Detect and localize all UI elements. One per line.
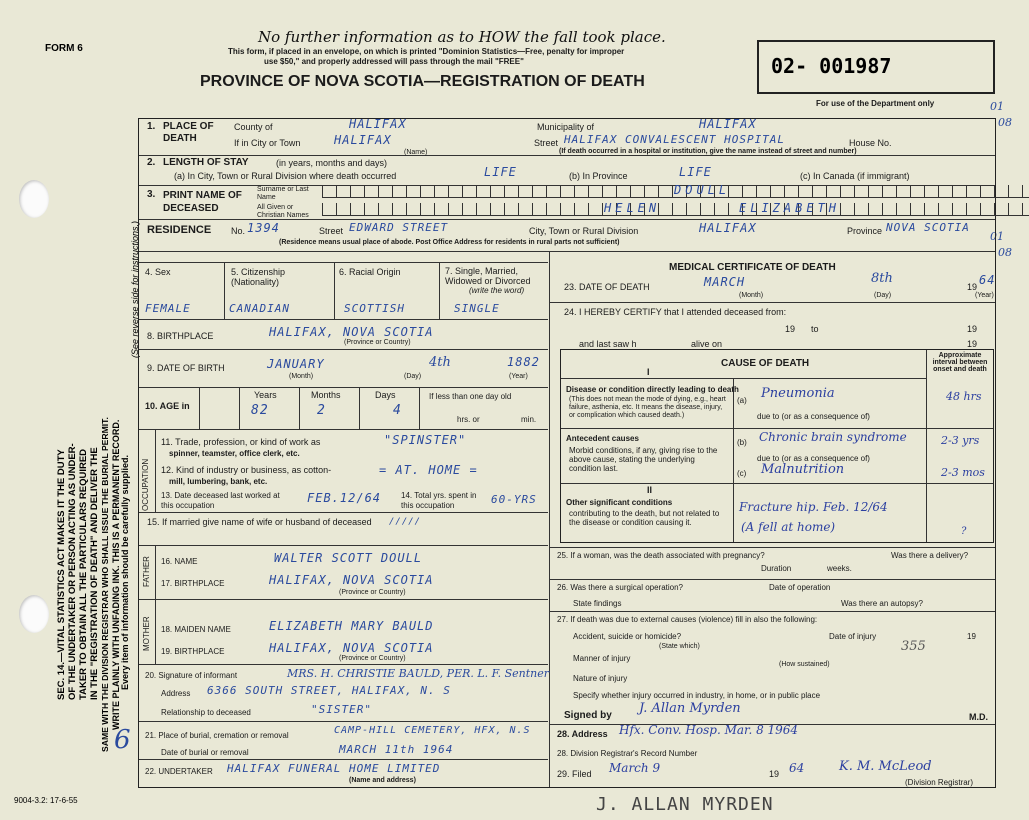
residence-province[interactable]: NOVA SCOTIA [886,221,970,234]
cause-b-label: (b) [737,438,747,447]
age-label: 10. AGE in [145,401,190,411]
duration-label: Duration [761,564,792,573]
sex-label: 4. Sex [145,267,171,277]
residence-no-label: No. [231,226,246,236]
informant-sig-label: 20. Signature of informant [145,671,238,680]
death-day-caption: (Day) [874,292,892,299]
burial-date-label: Date of burial or removal [161,748,249,757]
form-number: FORM 6 [45,43,83,54]
mother-name-value[interactable]: ELIZABETH MARY BAULD [269,619,434,633]
mail-note-1: This form, if placed in an envelope, on which is printed "Dominion Statistics—Free, penalty for improper [228,47,625,56]
residence-no[interactable]: 1394 [247,221,280,235]
last-saw-19: 19 [967,339,978,349]
form-title: PROVINCE OF NOVA SCOTIA—REGISTRATION OF DEATH [200,73,645,90]
other-label: Other significant conditions [566,498,673,507]
father-bp-value[interactable]: HALIFAX, NOVA SCOTIA [269,573,434,587]
mother-bp-value[interactable]: HALIFAX, NOVA SCOTIA [269,641,434,655]
street-label: Street [534,138,559,148]
certify-19b: 19 [967,324,978,334]
place-label: PLACE OF DEATH [163,121,214,144]
spouse-value[interactable]: ///// [389,517,422,527]
stay-b-value[interactable]: LIFE [679,165,712,179]
birthplace-caption: (Province or Country) [344,339,411,346]
given-cells [322,203,1029,216]
residence-province-label: Province [847,226,883,236]
occupation-side-label: OCCUPATION [141,458,150,511]
death-date-month[interactable]: MARCH [704,275,746,289]
dob-day[interactable]: 4th [429,355,451,370]
father-side-label: FATHER [142,556,151,587]
other-condition-1: Fracture hip. Feb. 12/64 [739,500,888,514]
burial-place-label: 21. Place of burial, cremation or removal [145,731,289,740]
hrs-label: hrs. or [457,415,480,424]
trade-label: 11. Trade, profession, or kind of work as [161,437,321,447]
how-sustained-caption: (How sustained) [779,661,830,668]
other-condition-2: (A fell at home) [741,520,836,534]
total-years-label: 14. Total yrs. spent in this occupation [401,491,477,510]
direct-label: Disease or condition directly leading to death [566,385,739,394]
medical-title: MEDICAL CERTIFICATE OF DEATH [669,262,836,273]
marital-sub: (write the word) [469,286,525,295]
stay-b-label: (b) In Province [569,171,628,181]
mother-side-label: MOTHER [142,616,151,651]
house-label: House No. [849,138,892,148]
physician-name-stamp: J. ALLAN MYRDEN [596,794,774,815]
stay-num: 2. [147,157,156,168]
stay-c-label: (c) In Canada (if immigrant) [800,171,910,181]
side-code-1: 01 [990,100,1004,113]
total-years-value[interactable]: 60-YRS [491,493,537,506]
street-caption: (If death occurred in a hospital or institution, give the name instead of street and number) [559,148,857,155]
industry-value[interactable]: = AT. HOME = [379,463,478,477]
certify-19a: 19 [785,324,796,334]
woman-label: 25. If a woman, was the death associated with pregnancy? [557,551,765,560]
cause-b-interval: 2-3 yrs [941,434,980,447]
injury-date-label: Date of injury [829,632,877,641]
section-i-label: I [647,367,650,377]
death-year-caption: (Year) [975,292,994,299]
manner-number: 355 [901,639,926,654]
side-code-4: 08 [998,246,1012,259]
death-date-19: 19 [967,282,978,292]
weeks-label: weeks. [827,564,852,573]
informant-address-label: Address [161,689,191,698]
birthplace-value[interactable]: HALIFAX, NOVA SCOTIA [269,325,434,339]
interval-label: Approximate interval between onset and death [932,352,988,373]
other-note: contributing to the death, but not related to the disease or condition causing it. [569,509,720,527]
age-months[interactable]: 2 [317,403,326,418]
autopsy-label: Was there an autopsy? [841,599,923,608]
cause-a-label: (a) [737,396,747,405]
last-worked-label: 13. Date deceased last worked at this occupation [161,491,280,510]
county-label: County of [234,122,273,132]
registrar-caption: (Division Registrar) [905,778,974,787]
physician-address: Hfx. Conv. Hosp. Mar. 8 1964 [619,723,799,737]
death-date-label: 23. DATE OF DEATH [564,282,650,292]
sidebar-line-8: (See reverse side for instructions.) [130,220,140,358]
filed-date: March 9 [609,761,661,775]
residence-caption: (Residence means usual place of abode. Post Office Address for residents in rural parts not sufficient) [279,239,620,246]
years-label: Years [254,390,277,400]
accident-label: Accident, suicide or homicide? [573,632,682,641]
due-to-a: due to (or as a consequence of) [757,412,870,421]
municipality-label: Municipality of [537,122,595,132]
given-value-2[interactable]: ELIZABETH [739,201,841,215]
sex-value[interactable]: FEMALE [145,302,191,315]
burial-place-value[interactable]: CAMP-HILL CEMETERY, HFX, N.S [334,725,531,736]
municipality-value[interactable]: HALIFAX [699,117,757,131]
due-to-b: due to (or as a consequence of) [757,454,870,463]
registration-number-box [757,40,995,94]
informant-address-value[interactable]: 6366 SOUTH STREET, HALIFAX, N. S [207,684,451,697]
burial-date-value[interactable]: MARCH 11th 1964 [339,743,454,756]
citizenship-value[interactable]: CANADIAN [229,302,290,315]
marital-label: 7. Single, Married, Widowed or Divorced [445,266,531,286]
city-caption: (Name) [404,149,428,156]
reg-no-label: 28. Division Registrar's Record Number [557,749,698,758]
relation-label: Relationship to deceased [161,708,251,717]
sidebar-line-4: IN THE "REGISTRATION OF DEATH" AND DELIVER THE [89,447,100,700]
trade-sub: spinner, teamster, office clerk, etc. [169,449,300,458]
age-years[interactable]: 82 [251,403,269,418]
father-name-value[interactable]: WALTER SCOTT DOULL [274,551,423,565]
city-label: If in City or Town [234,138,301,148]
mother-bp-label: 19. BIRTHPLACE [161,647,225,656]
relation-value[interactable]: "SISTER" [311,703,372,716]
cause-a-interval: 48 hrs [946,390,982,403]
manner-label: Manner of injury [573,654,631,663]
cause-b-value: Chronic brain syndrome [759,430,907,444]
street-value[interactable]: HALIFAX CONVALESCENT HOSPITAL [564,133,786,146]
physician-address-label: 28. Address [557,729,608,739]
certify-label: 24. I HEREBY CERTIFY that I attended deceased from: [564,307,787,317]
stay-label: LENGTH OF STAY [163,157,249,168]
sidebar-line-1: SEC. 14.—VITAL STATISTICS ACT MAKES IT THE DUTY [56,449,67,700]
marital-value[interactable]: SINGLE [454,302,500,315]
registration-number: 02- 001987 [771,54,892,78]
cause-c-interval: 2-3 mos [941,466,985,479]
surgery-label: 26. Was there a surgical operation? [557,583,683,592]
dept-use-note: For use of the Department only [816,99,935,108]
signed-label: Signed by [564,710,612,721]
undertaker-value[interactable]: HALIFAX FUNERAL HOME LIMITED [227,762,441,775]
name-label: PRINT NAME OF DECEASED [163,190,242,214]
given-label: All Given or Christian Names [257,204,309,219]
racial-value[interactable]: SCOTTISH [344,302,405,315]
surgery-date-label: Date of operation [769,583,831,592]
mother-bp-caption: (Province or Country) [339,655,406,662]
racial-label: 6. Racial Origin [339,267,401,277]
dob-year[interactable]: 1882 [507,355,540,369]
antecedent-note: Morbid conditions, if any, giving rise to the above cause, stating the underlying condition last. [569,446,718,473]
industry-sub: mill, lumbering, bank, etc. [169,477,268,486]
stay-label-sub: (in years, months and days) [276,158,388,168]
alive-on-label: alive on [691,339,723,349]
name-num: 3. [147,189,156,200]
sidebar-line-5: SAME WITH THE DIVISION REGISTRAR WHO SHALL ISSUE THE BURIAL PERMIT. [100,417,110,752]
other-question: ? [961,526,967,537]
cause-a-value: Pneumonia [761,386,835,401]
informant-sig-value[interactable]: MRS. H. CHRISTIE BAULD, PER. L. F. Sentner [287,667,549,680]
days-label: Days [375,390,396,400]
side-code-3: 01 [990,230,1004,243]
death-date-day[interactable]: 8th [871,271,893,286]
registrar-signature: K. M. McLeod [839,759,932,774]
sidebar-instructions [0,0,140,820]
specify-label: Specify whether injury occurred in industry, in home, or in public place [573,691,821,700]
margin-mark: 6 [114,725,131,755]
nature-label: Nature of injury [573,674,628,683]
trade-value[interactable]: "SPINSTER" [384,433,467,447]
sidebar-line-6: WRITE PLAINLY WITH UNFADING INK. THIS IS A PERMANENT RECORD. [111,419,121,730]
city-value[interactable]: HALIFAX [334,133,392,147]
filed-year: 64 [789,761,805,775]
handwritten-note: No further information as to HOW the fall took place. [258,28,666,46]
cause-c-label: (c) [737,469,747,478]
cause-title: CAUSE OF DEATH [721,358,810,369]
direct-note: (This does not mean the mode of dying, e.g., heart failure, asthenia, etc. It means the disease, injury, or complication which caused death.) [569,396,726,419]
state-findings-label: State findings [573,599,622,608]
mother-name-label: 18. MAIDEN NAME [161,625,231,634]
delivery-label: Was there a delivery? [891,551,969,560]
death-month-caption: (Month) [739,292,764,299]
residence-label: RESIDENCE [147,224,212,236]
spouse-label: 15. If married give name of wife or husband of deceased [147,517,372,527]
less-than-day-label: If less than one day old [429,392,512,401]
residence-street[interactable]: EDWARD STREET [349,221,449,234]
filed-label: 29. Filed [557,769,592,779]
min-label: min. [521,415,537,424]
mail-note-2: use $50," and properly addressed will pass through the mail "FREE" [264,57,524,66]
certify-to: to [811,324,819,334]
dob-year-caption: (Year) [509,373,528,380]
stay-a-value[interactable]: LIFE [484,165,517,179]
filed-19: 19 [769,769,780,779]
undertaker-caption: (Name and address) [349,777,416,784]
citizenship-label: 5. Citizenship (Nationality) [231,267,286,287]
given-value-1[interactable]: HELEN [604,201,661,215]
physician-signature: J. Allan Myrden [639,701,741,716]
age-days[interactable]: 4 [393,403,402,418]
place-num: 1. [147,121,156,132]
residence-city[interactable]: HALIFAX [699,221,757,235]
sidebar-line-7: Every item of information should be carefully supplied. [120,454,130,690]
stay-a-label: (a) In City, Town or Rural Division where death occurred [174,171,397,181]
industry-label: 12. Kind of industry or business, as cotton- [161,465,332,475]
form-code: 9004-3.2: 17-6-55 [14,796,78,805]
residence-city-label: City, Town or Rural Division [529,226,639,236]
section-ii-label: II [647,485,653,495]
antecedent-label: Antecedent causes [566,434,639,443]
undertaker-label: 22. UNDERTAKER [145,767,213,776]
state-which-caption: (State which) [659,643,700,650]
birthplace-label: 8. BIRTHPLACE [147,331,214,341]
surname-label: Surname or Last Name [257,186,309,201]
residence-street-label: Street [319,226,344,236]
sidebar-line-3: TAKER TO OBTAIN ALL THE PARTICULARS REQUIRED [78,448,89,700]
surname-value[interactable]: DOULL [674,183,731,197]
dob-month[interactable]: JANUARY [267,357,325,371]
father-bp-caption: (Province or Country) [339,589,406,596]
cause-of-death-box [560,349,994,543]
side-code-2: 08 [998,116,1012,129]
dob-label: 9. DATE OF BIRTH [147,363,225,373]
father-name-label: 16. NAME [161,557,198,566]
last-saw-label: and last saw h [579,339,637,349]
last-worked-value[interactable]: FEB.12/64 [307,491,382,505]
father-bp-label: 17. BIRTHPLACE [161,579,225,588]
death-date-year[interactable]: 64 [979,273,996,287]
county-value[interactable]: HALIFAX [349,117,407,131]
injury-date-19: 19 [967,632,976,641]
md-label: M.D. [969,712,988,722]
dob-day-caption: (Day) [404,373,422,380]
cause-c-value: Malnutrition [761,462,845,477]
dob-month-caption: (Month) [289,373,314,380]
external-label: 27. If death was due to external causes (violence) fill in also the following: [557,615,818,624]
months-label: Months [311,390,341,400]
sidebar-line-2: OF THE UNDERTAKER OR PERSON ACTING AS UNDER- [67,443,78,700]
